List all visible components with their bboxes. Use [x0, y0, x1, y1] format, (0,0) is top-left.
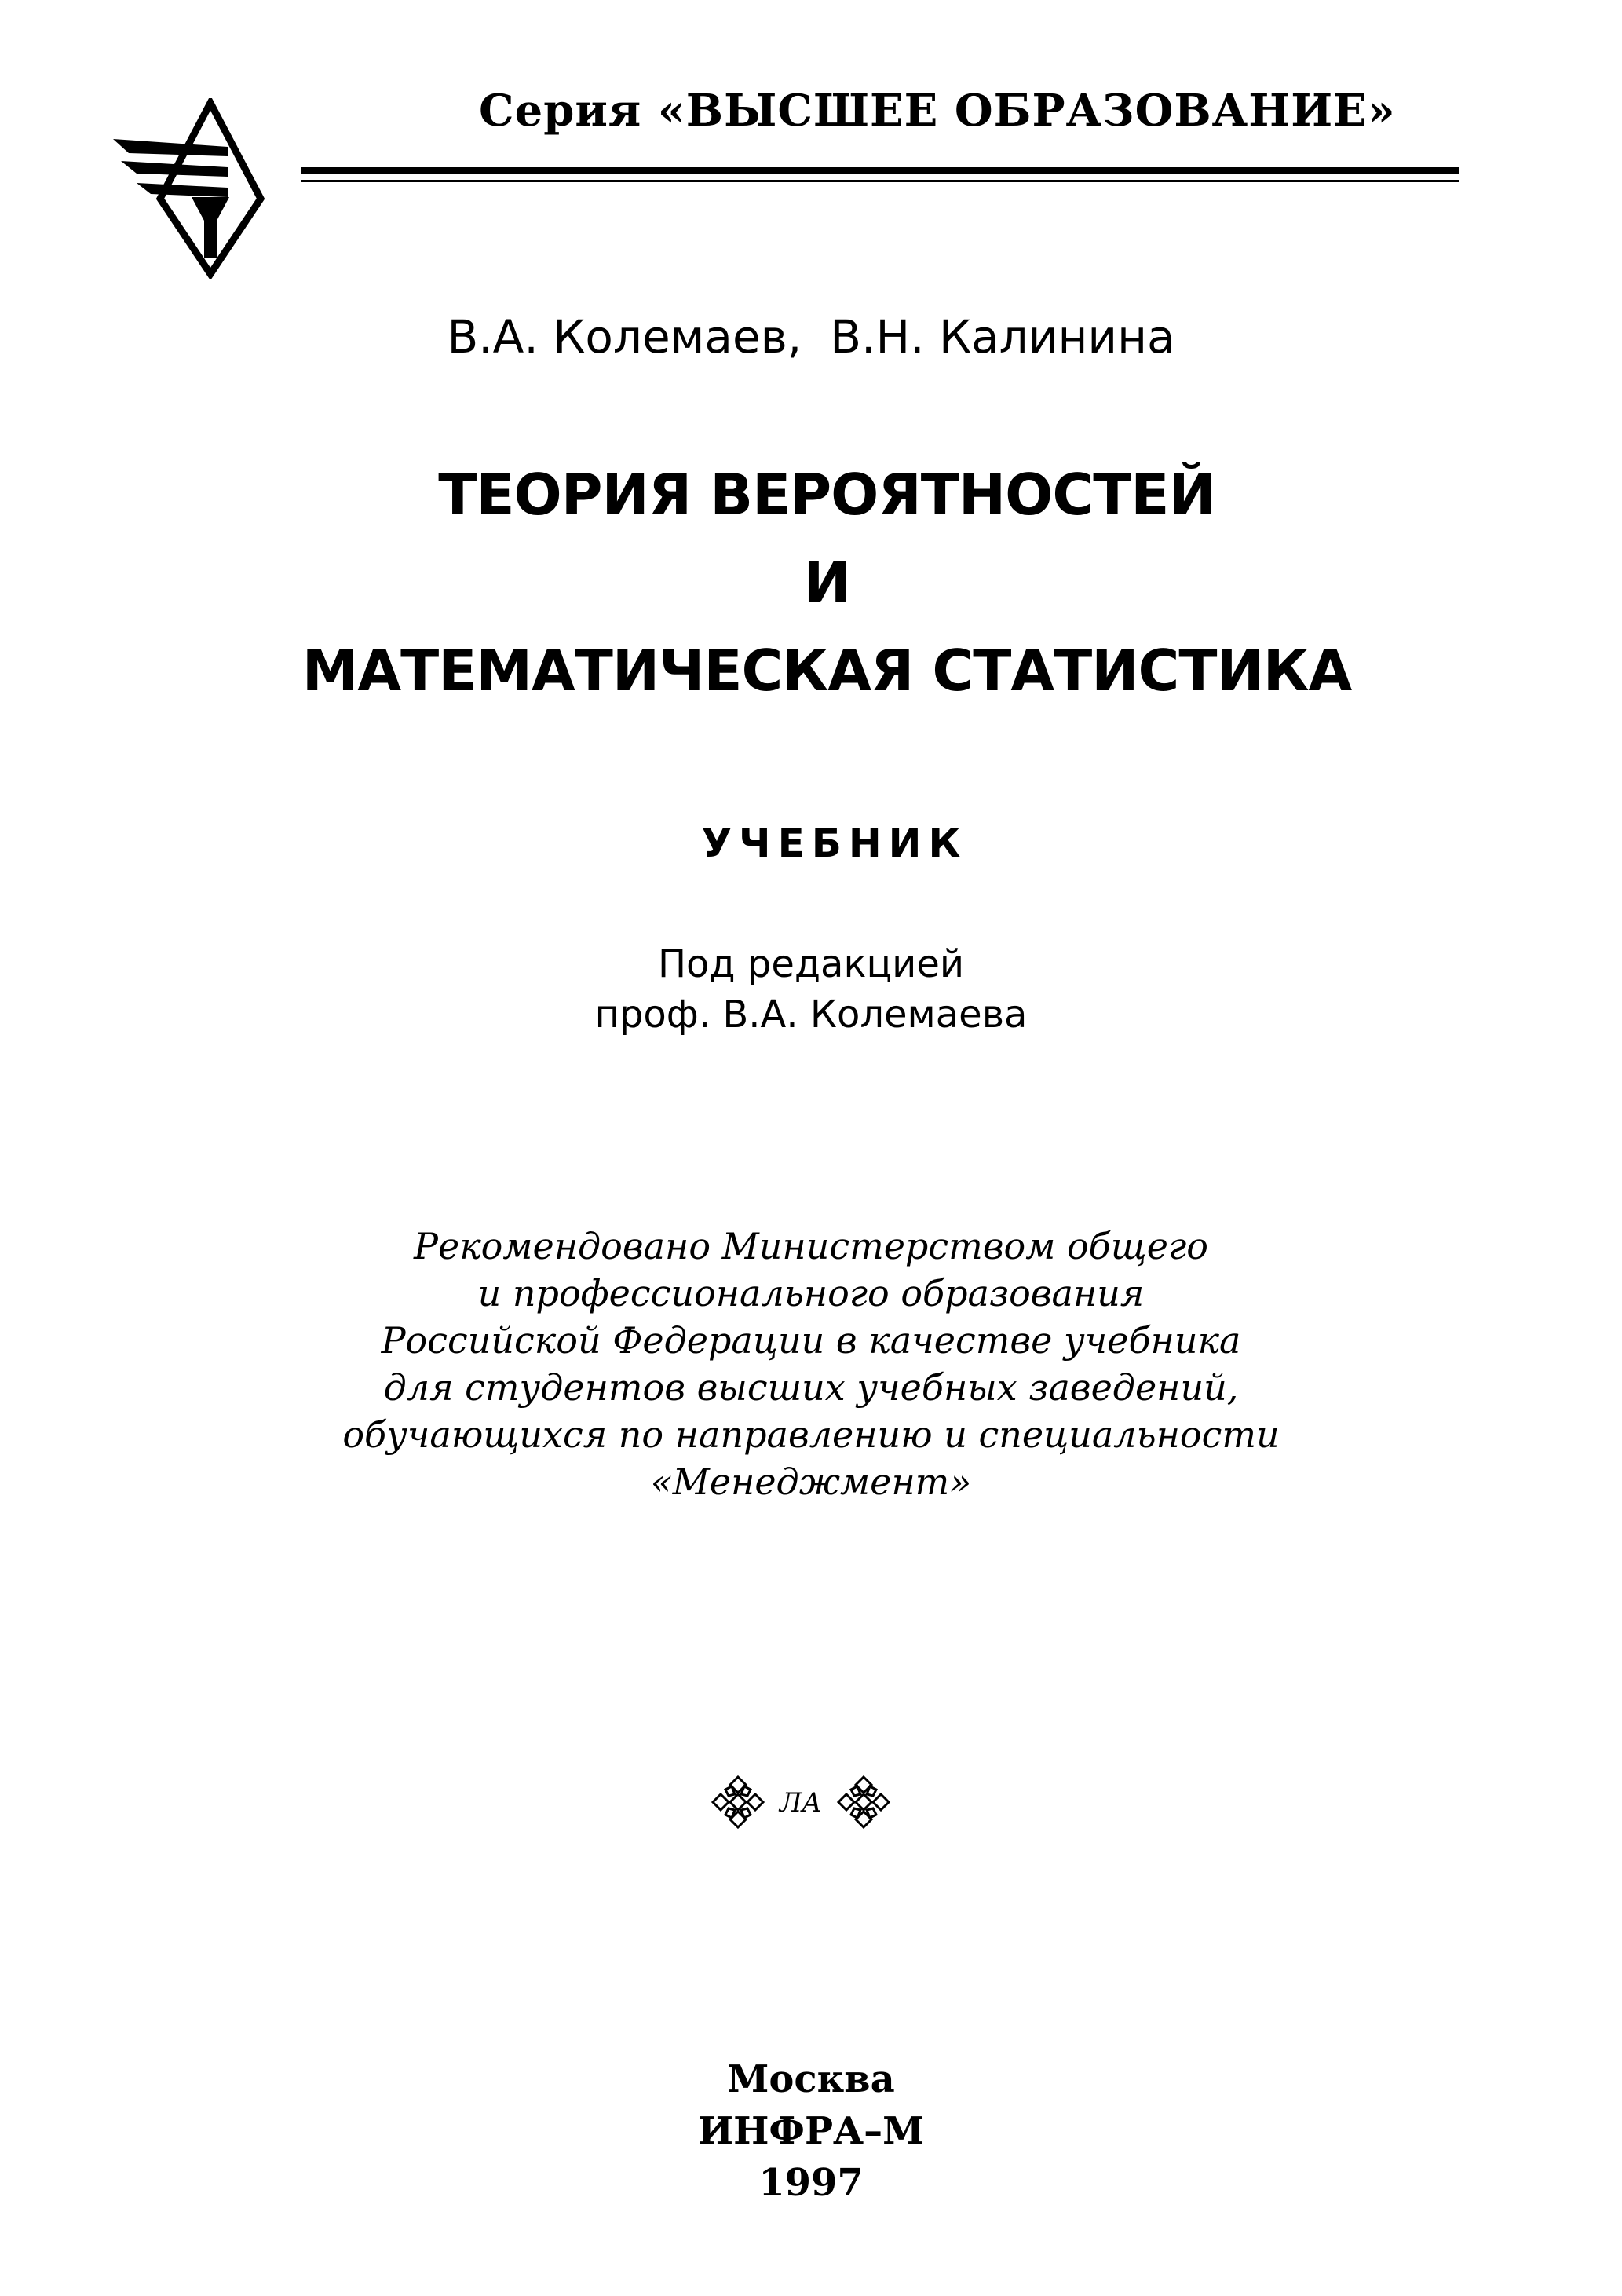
author-1: В.А. Колемаев, [447, 310, 802, 364]
ornament-icon [838, 1777, 889, 1827]
book-title-line-2: И [803, 550, 850, 616]
ornament-icon [713, 1777, 763, 1827]
imprint-year: 1997 [758, 2161, 864, 2205]
header-rule-thick [301, 167, 1459, 174]
recommendation-line-1: Рекомендовано Министерством общего [414, 1225, 1208, 1267]
recommendation-line-5: обучающихся по направлению и специальности [342, 1413, 1280, 1456]
recommendation-line-4: для студентов высших учебных заведений, [383, 1366, 1239, 1409]
authors [0, 310, 1622, 364]
series-torch-logo-icon [110, 98, 267, 279]
editor-line-1: Под редакцией [657, 942, 965, 986]
imprint-publisher: ИНФРА–М [697, 2109, 925, 2153]
header-rule-thin [301, 180, 1459, 182]
recommendation-line-2: и профессионального образования [477, 1272, 1145, 1314]
series-title: Серия «ВЫСШЕЕ ОБРАЗОВАНИЕ» [479, 85, 1396, 137]
book-title-line-1: ТЕОРИЯ ВЕРОЯТНОСТЕЙ [438, 462, 1215, 528]
editor-line-2: проф. В.А. Колемаева [594, 993, 1028, 1036]
author-2: В.Н. Калинина [830, 310, 1175, 364]
recommendation-line-6: «Менеджмент» [650, 1461, 972, 1503]
publisher-mark [707, 1771, 895, 1834]
book-title-line-3: МАТЕМАТИЧЕСКАЯ СТАТИСТИКА [301, 638, 1352, 704]
book-type: УЧЕБНИК [701, 821, 968, 866]
recommendation-line-3: Российской Федерации в качестве учебника [381, 1319, 1241, 1362]
publisher-mark-text: ЛА [779, 1787, 823, 1819]
imprint-city: Москва [727, 2057, 895, 2101]
